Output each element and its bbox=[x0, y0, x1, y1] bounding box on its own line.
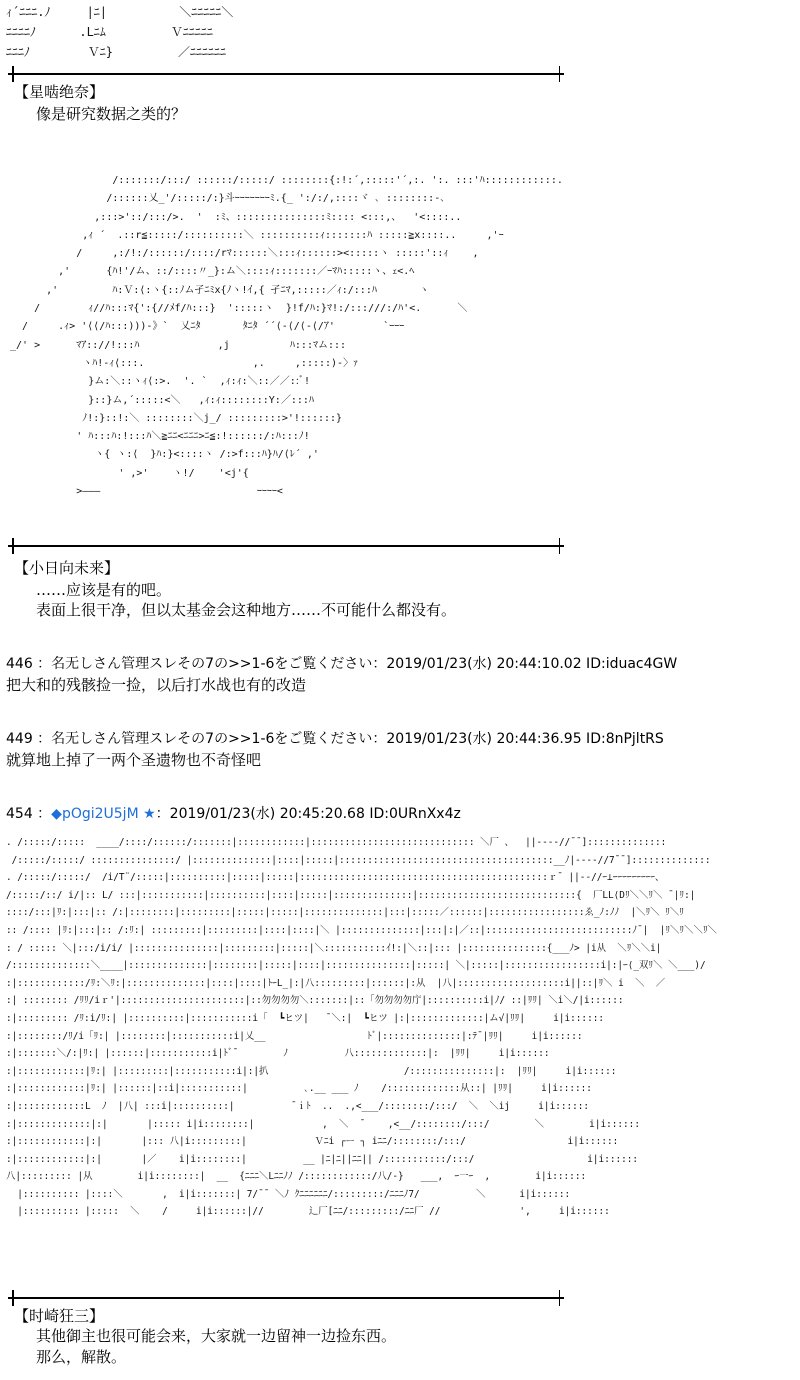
dialogue-line: 其他御主也很可能会来，大家就一边留神一边捡东西。 bbox=[36, 1327, 397, 1345]
post-header: 446 ：名无しさん管理スレその7の>>1-6をご覧ください：2019/01/23(水) 20:44:10.02 ID:iduac4GW bbox=[6, 656, 678, 672]
poster-trip-link[interactable]: ◆pOgi2U5jM ★ bbox=[51, 806, 156, 822]
post-body: 把大和的残骸捡一捡，以后打水战也有的改造 bbox=[6, 676, 307, 694]
post-body: 就算地上掉了一两个圣遗物也不奇怪吧 bbox=[6, 751, 262, 769]
post-number: 454 ： bbox=[6, 806, 52, 822]
speaker-label: 【小日向未来】 bbox=[14, 559, 120, 577]
dialogue-line: 表面上很干净，但以太基金会这种地方……不可能什么都没有。 bbox=[36, 601, 457, 619]
speaker-label: 【时崎狂三】 bbox=[14, 1307, 105, 1325]
post-header bbox=[6, 804, 461, 824]
speaker-label: 【星啮绝奈】 bbox=[14, 83, 105, 101]
dialogue-line: ……应该是有的吧。 bbox=[36, 581, 172, 599]
post-meta: ：2019/01/23(水) 20:45:20.68 ID:0URnXx4z bbox=[155, 806, 461, 822]
ascii-art-character: /:::::::/:::/ ::::::/:::::/ ::::::::{:!:´,:::::'´,:. ':. :::'ﾊ::::::::::::. /::::::乂_'/:::::/:}斗ｰｰｰｰｰｰｰﾐ.{_ ':/:/,::::ヾ ､ ::::::::-､ ,:::>'::/:::/>. ' :ﾐ、:::::::::::::::ﾐ:::: <:::,、 '<::::.. ,ｨ ´ .::r≦:::::/::::::::::＼ ::::::::::ｨ:::::::ﾊ :::::≧x::::.. ,'ｰ / ,:/!:/::::::/::::/rﾏ::::::＼:::ｨ::::::><:::::ヽ :::::'::ｨ , ,' {ﾊ!'/ム、::/::::〃_}:ム＼::::ｨ:::::::／ｰﾏﾊ:::::ヽ、ｪ<.ﾍ ,' ﾊ:Ｖ:⟨:ヽ{::ﾉム孑ﾆﾐx{ﾉヽ!ｲ,{ 孑ﾆﾏ,:::::／ｨ:/:::ﾊ ヽ / ｨ//ﾊ:::ﾏ{':{//ﾒf/ﾊ:::} ':::::ヽ }!f/ﾊ:}ﾏ!:/:::///:/ﾊ'<. ＼ / .ｨ> '⟨⟨/ﾊ:::)))-》` 乂ﾆﾀ ﾀﾆﾀ ´´⟨-⟨/⟨-⟨/ｱ' `ｰｰｰ _/' > ﾏｱ:://!:::ﾊ ,j ﾊ:::ﾏム::: ヽﾊ!-ｨ⟨:::. ,. ,:::::)-〉ｧ }ム:＼::ヽｨ⟨:>. '. ` ,ｨ:ｨ:＼::／／::ﾞ! }::}ム,´:::::<＼ ,ｨ:ｨ::::::::Y:／:::ﾊ ﾉ!:}::!:＼ ::::::::＼j_/ :::::::::>'!::::::} ' ﾊ:::ﾊ:!:::ﾊ＼≧ﾆﾆ<ﾆﾆﾆ>ﾆ≦:!::::::/:ﾊ:::ﾉ! ヽ{ ヽ:⟨ }ﾊ:}<::::ヽ /:>f:::ﾊ}ﾊ/⟨ﾚ´ ,' ' ,>' ヽ!/ '<j'{ >――― ｰｰｰｰ< bbox=[10, 175, 563, 498]
post-header: 449 ：名无しさん管理スレその7の>>1-6をご覧ください：2019/01/23(水) 20:44:36.95 ID:8nPjltRS bbox=[6, 731, 664, 747]
divider bbox=[8, 538, 564, 554]
divider bbox=[8, 66, 564, 82]
ascii-art-top: ｨ´ﾆﾆﾆ.ﾉ |ﾆ| ＼ﾆﾆﾆﾆﾆ＼ ﾆﾆﾆﾆﾉ .Lﾆﾑ Ｖﾆﾆﾆﾆﾆ ﾆﾆﾆﾉ Ｖﾆ} ／ﾆﾆﾆﾆﾆﾆ bbox=[6, 5, 234, 59]
dialogue-line: 那么，解散。 bbox=[36, 1348, 127, 1366]
divider bbox=[8, 1290, 564, 1306]
ascii-art-scene: . /:::::/::::: ____/::::/::::::/:::::::|::::::::::::|::::::::::::::::::::::::::::: ＼厂 、 ||----//¯¯]:::::::::::::: /:::::/:::::/ :::::::::::::::/ |::::::::::::::|::::|:::::|::::::::::::::::::::::::::::::::::::::__ﾉ|----//7¯¯]:::::::::::::: . /:::::/:::::/ /i/T¨/:::::|::::::::::|:::::|:::::|::::::::::::::::::::::::::::::::::::::::::::ｒ¯ ||--//ｰ⊥ｰｰｰｰｰｰｰｰｰ、 /:::::/::/ i/|:: L/ :::|:::::::::::|::::::::::|::::|:::::|::::::::::::::|::::::::::::::::::::::::::::{ 厂LL⟨Dﾘ＼＼ﾘ＼ ¯|ﾘ:| ::::/:::|ﾘ:|:::|:: /:|::::::::|:::::::::|:::::|:::::|::::::::::::::|:::|:::::／::::::|:::::::::::::::::ゑ_ﾉ:ﾉﾉ |＼ﾘ＼ ﾘ＼ﾘ :: /:::: |ﾘ:|:::|:: /:ﾘ:| :::::::::|:::::::::|::::|::::|＼ |::::::::::::::|:::|:|／::|::::::::::::::::::::::::::ﾉ¯| |ﾘ＼ﾘ＼＼ﾘ＼ : / ::::: ＼|:::/i/i/ |:::::::::::::::|:::::::::|:::::|＼:::::::::::ｲ!:|＼::|::: |:::::::::::::::{___ﾉ> |i从 ＼ﾘ＼＼i| /::::::::::::::＼____|::::::::::::::|::::::::|:::::|::::|:::::::::::::::|:::::| ＼|:::::|:::::::::::::::::i|:|ｰ⟨_双ﾘ＼ ＼___)/ :|::::::::::::/ﾘ:＼ﾘ:|::::::::::::::|::::|::::|ﾄｰL_|:|八:::::::::|::::::|:从 |八|:::::::::::::::::::i||::|ﾘ＼ i ＼ ／ :| :::::::: /ﾘﾘ/iｒ'|::::::::::::::::::::::|::勿勿勿勿＼:::::::|::「勿勿勿勿庁|::::::::::i|ﾉ/ ::|ﾘﾘ| ＼i＼/|i:::::: :|::::::::: /ﾘ:i/ﾘ:| |::::::::::|:::::::::::i「 ┗ヒツ| ¯＼:| ┗ヒツ |:|:::::::::::::|ム√|ﾘﾘ| i|i:::::: :|::::::::/ﾘ/i「ﾘ:| |::::::::|:::::::::::i|乂__ ﾄﾞ|::::::::::::::|:ﾃ¯|ﾘﾘ| i|i:::::: :|:::::::＼/:|ﾘ:| |::::::|:::::::::::i|ﾄﾞ¯ ﾉ 八:::::::::::::|: |ﾘﾘ| i|i:::::: :|::::::::::::|ﾘ:| |:::::::::|:::::::::::i|:|扒 /:::::::::::::::|: |ﾘﾘ| i|i:::::: :|::::::::::::|ﾘ:| |::::::|::i|:::::::::::| ､.__ ___ ﾉ /:::::::::::::从::| |ﾘﾘ| i|i:::::: :|::::::::::::L ﾉ |八| :::i|::::::::::| ¯ｉﾄ .. .,<___/::::::::/:::/ ＼ ＼ij i|i:::::: :|:::::::::::::|:| |::::: i|i::::::::| , ＼ ¯ ,<__/::::::::/:::/ ＼ i|i:::::: :|::::::::::::|:| |::: 八|i:::::::::| Ｖﾆi ┌ー ┐ iﾆﾆ/::::::::/:::/ i|i:::::: :|::::::::::::|:| |／ i|i::::::::| __ |ﾆ|ﾆ||ﾆﾆ|| /:::::::::::/:::/ i|i:::::: 八|::::::::: |从 i|i::::::::| __ {ﾆﾆﾆ＼Lﾆﾆﾉﾉ /::::::::::::/八/-} ___, ｰ一ｰ , i|i:::::: |:::::::::: |::::＼ , i|i:::::::| 7/¯¯ ＼ﾉ ｸﾆﾆﾆﾆﾆﾆ/:::::::::/ﾆﾆﾆﾉ7/ ＼ i|i:::::: |:::::::::: |::::: ＼ / i|i::::::|// 辶厂[ﾆﾆ/:::::::::/ﾆﾆ厂 // ', i|i:::::: bbox=[6, 837, 717, 1218]
dialogue-line: 像是研究数据之类的？ bbox=[36, 105, 187, 123]
